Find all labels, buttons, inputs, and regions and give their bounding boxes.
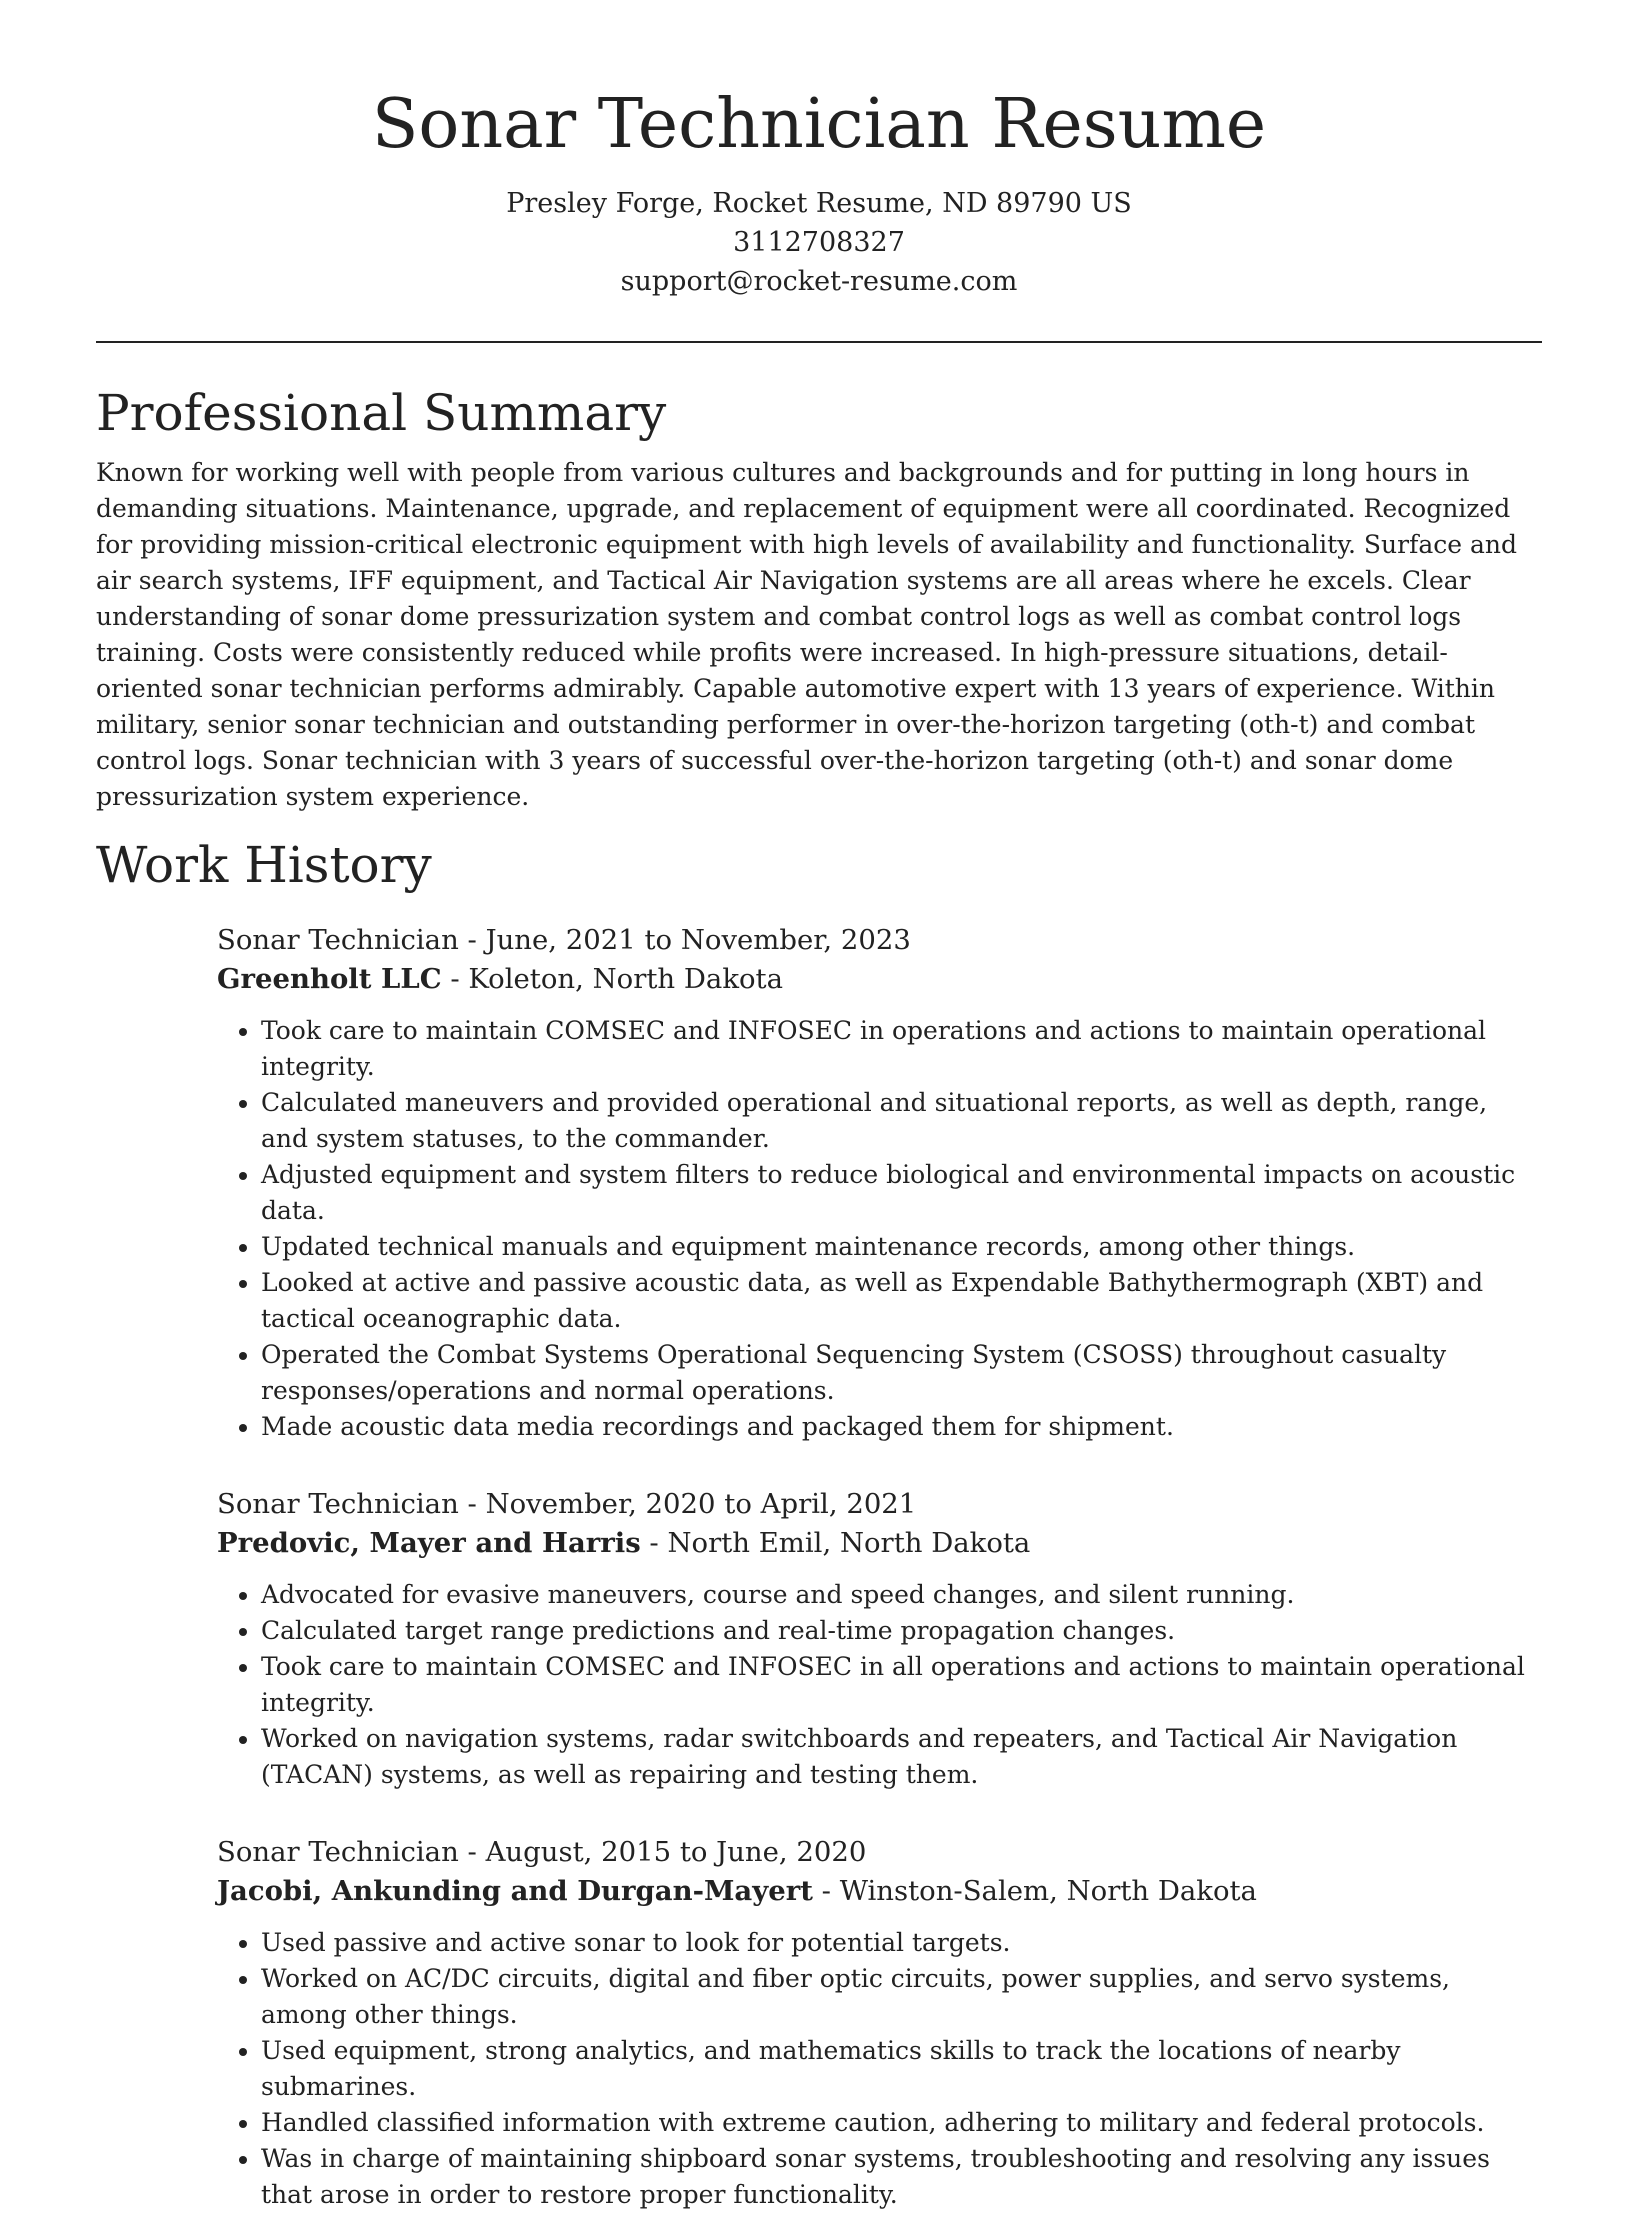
job-employer: Predovic, Mayer and Harris (217, 1527, 641, 1559)
resume-header (96, 80, 1542, 301)
resume-page (96, 80, 1542, 2213)
job-bullets (217, 1013, 1542, 1445)
job-bullet: • Adjusted equipment and system filters to reduce biological and environmental impacts on acoustic data. (261, 1157, 1542, 1229)
work-history-heading: Work History (96, 836, 432, 894)
job-bullets (217, 1577, 1542, 1793)
job-bullets (217, 1925, 1542, 2213)
job-title: Sonar Technician - November, 2020 to April, 2021 (217, 1488, 917, 1520)
resume-title: Sonar Technician Resume (371, 85, 1267, 164)
job-location: - Winston-Salem, North Dakota (812, 1875, 1257, 1907)
job-bullet: • Updated technical manuals and equipment maintenance records, among other things. (261, 1229, 1542, 1265)
job-bullet: • Was in charge of maintaining shipboard sonar systems, troubleshooting and resolving any issues that arose in order to restore proper functionality. (261, 2141, 1542, 2213)
summary-text: Known for working well with people from various cultures and backgrounds and for putting in long hours in demanding situations. Maintenance, upgrade, and replacement of equipment were all coordinated. Recognized for providing mission-critical electronic equipment with high levels of availability and functionality. Surface and air search systems, IFF equipment, and Tactical Air Navigation systems are all areas where he excels. Clear understanding of sonar dome pressurization system and combat control logs as well as combat control logs training. Costs were consistently reduced while profits were increased. In high-pressure situations, detail-oriented sonar technician performs admirably. Capable automotive expert with 13 years of experience. Within military, senior sonar technician and outstanding performer in over-the-horizon targeting (oth-t) and combat control logs. Sonar technician with 3 years of successful over-the-horizon targeting (oth-t) and sonar dome pressurization system experience. (96, 458, 1517, 811)
job-entry (217, 1485, 1542, 1793)
job-bullet: • Worked on navigation systems, radar switchboards and repeaters, and Tactical Air Navigation (TACAN) systems, as well as repairing and testing them. (261, 1721, 1542, 1793)
job-bullet: • Looked at active and passive acoustic data, as well as Expendable Bathythermograph (XBT) and tactical oceanographic data. (261, 1265, 1542, 1337)
job-employer-line (217, 1524, 1542, 1563)
header-divider (96, 341, 1542, 343)
job-bullet: • Operated the Combat Systems Operational Sequencing System (CSOSS) throughout casualty responses/operations and normal operations. (261, 1337, 1542, 1409)
job-bullet: • Took care to maintain COMSEC and INFOSEC in operations and actions to maintain operational integrity. (261, 1013, 1542, 1085)
job-bullet: • Took care to maintain COMSEC and INFOSEC in all operations and actions to maintain operational integrity. (261, 1649, 1542, 1721)
job-employer-line (217, 1872, 1542, 1911)
job-entry (217, 1833, 1542, 2213)
job-bullet: • Calculated maneuvers and provided operational and situational reports, as well as depth, range, and system statuses, to the commander. (261, 1085, 1542, 1157)
contact-email: support@rocket-resume.com (620, 266, 1018, 297)
contact-block (96, 184, 1542, 301)
job-entry (217, 921, 1542, 1445)
job-bullet: • Made acoustic data media recordings and packaged them for shipment. (261, 1409, 1542, 1445)
work-history-list (96, 921, 1542, 2213)
job-employer: Greenholt LLC (217, 963, 442, 995)
job-bullet: • Used passive and active sonar to look for potential targets. (261, 1925, 1542, 1961)
job-bullet: • Advocated for evasive maneuvers, course and speed changes, and silent running. (261, 1577, 1542, 1613)
job-employer: Jacobi, Ankunding and Durgan-Mayert (217, 1875, 813, 1907)
summary-heading: Professional Summary (96, 384, 667, 442)
job-location: - Koleton, North Dakota (441, 963, 783, 995)
contact-address: Presley Forge, Rocket Resume, ND 89790 US (506, 188, 1132, 219)
job-employer-line (217, 960, 1542, 999)
job-title: Sonar Technician - August, 2015 to June, 2020 (217, 1836, 867, 1868)
job-bullet: • Calculated target range predictions and real-time propagation changes. (261, 1613, 1542, 1649)
contact-phone: 3112708327 (733, 227, 905, 258)
job-bullet: • Handled classified information with extreme caution, adhering to military and federal protocols. (261, 2105, 1542, 2141)
job-bullet: • Used equipment, strong analytics, and mathematics skills to track the locations of nearby submarines. (261, 2033, 1542, 2105)
job-bullet: • Worked on AC/DC circuits, digital and fiber optic circuits, power supplies, and servo systems, among other things. (261, 1961, 1542, 2033)
job-location: - North Emil, North Dakota (640, 1527, 1031, 1559)
job-title: Sonar Technician - June, 2021 to November, 2023 (217, 924, 911, 956)
